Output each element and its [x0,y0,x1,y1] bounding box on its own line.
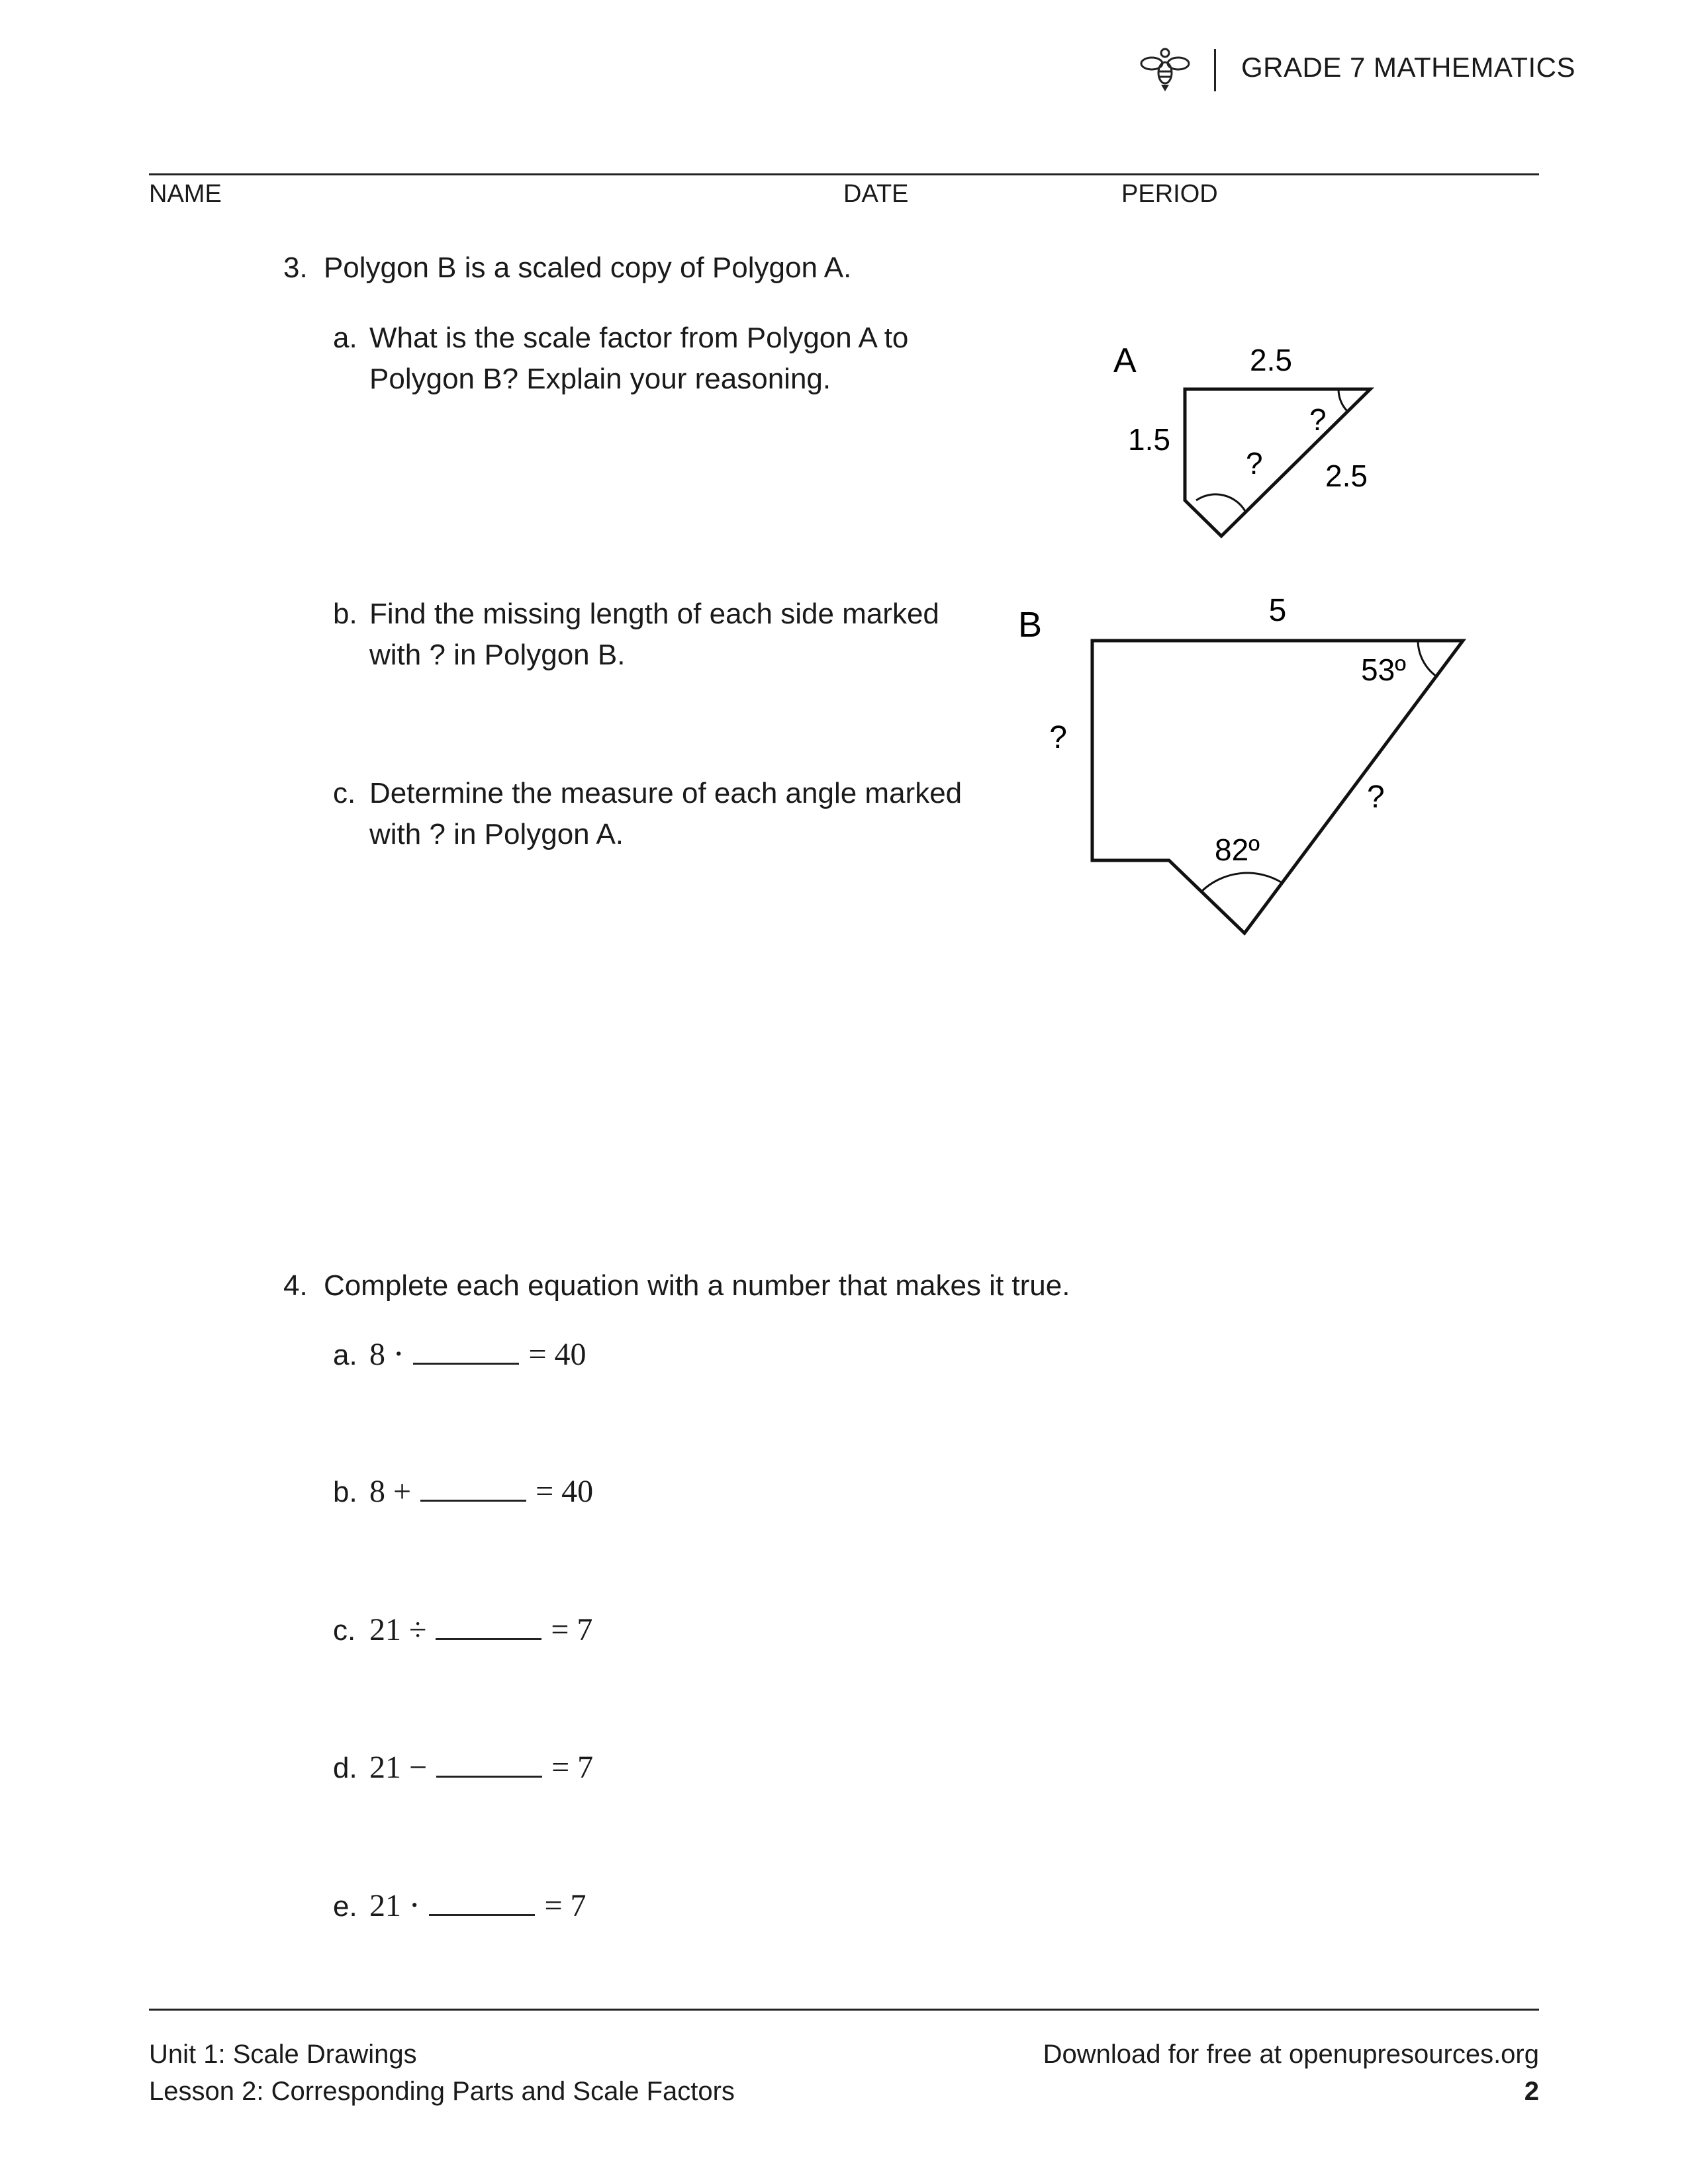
equation-a [333,1336,586,1373]
polygon-b-top-angle: 53º [1361,653,1406,687]
polygon-a-top-angle-arc [1338,389,1348,412]
equation-right: = 7 [544,1888,586,1923]
polygon-a-top-angle: ? [1309,402,1327,437]
header-separator [1214,49,1216,91]
top-rule [149,173,1539,175]
date-label: DATE [843,180,909,208]
part-label: b. [333,598,357,630]
equation-c [333,1612,592,1648]
part-line2: with ? in Polygon B. [369,639,626,671]
polygon-a-name: A [1113,341,1137,380]
polygon-a-figure [1059,318,1430,556]
polygon-b-bottom-angle-arc [1201,873,1282,892]
footer-download: Download for free at openupresources.org [1043,2040,1539,2069]
question-3a [333,318,908,400]
question-3b [333,594,939,676]
answer-blank[interactable] [436,1612,541,1640]
answer-blank[interactable] [413,1336,519,1365]
polygon-b-figure [993,582,1496,953]
polygon-a-bottom-angle: ? [1246,446,1263,480]
part-line1: What is the scale factor from Polygon A to [369,322,909,354]
question-3-number: 3. [283,251,308,284]
polygon-a-top-side: 2.5 [1250,343,1292,377]
question-3 [283,251,851,285]
part-line1: Find the missing length of each side marked [369,598,939,630]
polygon-a-left-side: 1.5 [1128,422,1170,457]
equation-label: d. [333,1752,357,1784]
question-3-text: Polygon B is a scaled copy of Polygon A. [323,251,852,284]
polygon-b-name: B [1018,605,1043,645]
footer-unit: Unit 1: Scale Drawings [149,2040,417,2069]
footer-rule [149,2009,1539,2011]
equation-right: = 40 [528,1337,586,1372]
answer-blank[interactable] [429,1888,535,1916]
polygon-b-shape [1092,641,1463,933]
polygon-a-bottom-angle-arc [1196,494,1246,512]
equation-d [333,1749,593,1786]
equation-label: e. [333,1890,357,1923]
equation-left: 21 ÷ [369,1612,427,1647]
equation-right: = 7 [551,1612,593,1647]
part-line1: Determine the measure of each angle marked [369,777,962,809]
part-line2: Polygon B? Explain your reasoning. [369,363,831,395]
question-4-number: 4. [283,1269,308,1302]
question-3c [333,773,962,855]
page-number: 2 [1524,2077,1539,2106]
equation-right: = 7 [551,1750,594,1785]
part-label: c. [333,777,356,809]
equation-label: a. [333,1339,357,1371]
equation-left: 21 ⋅ [369,1888,420,1923]
polygon-b-top-side: 5 [1268,593,1287,628]
equation-left: 21 − [369,1750,428,1785]
equation-b [333,1473,593,1510]
part-line2: with ? in Polygon A. [369,818,624,850]
footer-lesson: Lesson 2: Corresponding Parts and Scale Factors [149,2077,735,2106]
equation-left: 8 + [369,1474,412,1509]
polygon-b-top-angle-arc [1418,641,1436,676]
equation-right: = 40 [536,1474,594,1509]
polygon-b-bottom-angle: 82º [1215,833,1260,867]
bee-logo-icon [1139,46,1192,94]
polygon-a-diagonal-side: 2.5 [1325,459,1368,493]
name-label: NAME [149,180,222,208]
question-4 [283,1269,1070,1302]
part-label: a. [333,322,357,354]
equation-left: 8 ⋅ [369,1337,404,1372]
answer-blank[interactable] [436,1749,542,1778]
answer-blank[interactable] [420,1473,526,1502]
equation-label: c. [333,1614,356,1647]
question-4-text: Complete each equation with a number that makes it true. [323,1269,1070,1302]
period-label: PERIOD [1121,180,1218,208]
polygon-b-left-side: ? [1049,720,1067,755]
header-title: GRADE 7 MATHEMATICS [1241,52,1575,83]
equation-label: b. [333,1476,357,1508]
polygon-b-diagonal-side: ? [1367,780,1385,815]
equation-e [333,1887,586,1924]
